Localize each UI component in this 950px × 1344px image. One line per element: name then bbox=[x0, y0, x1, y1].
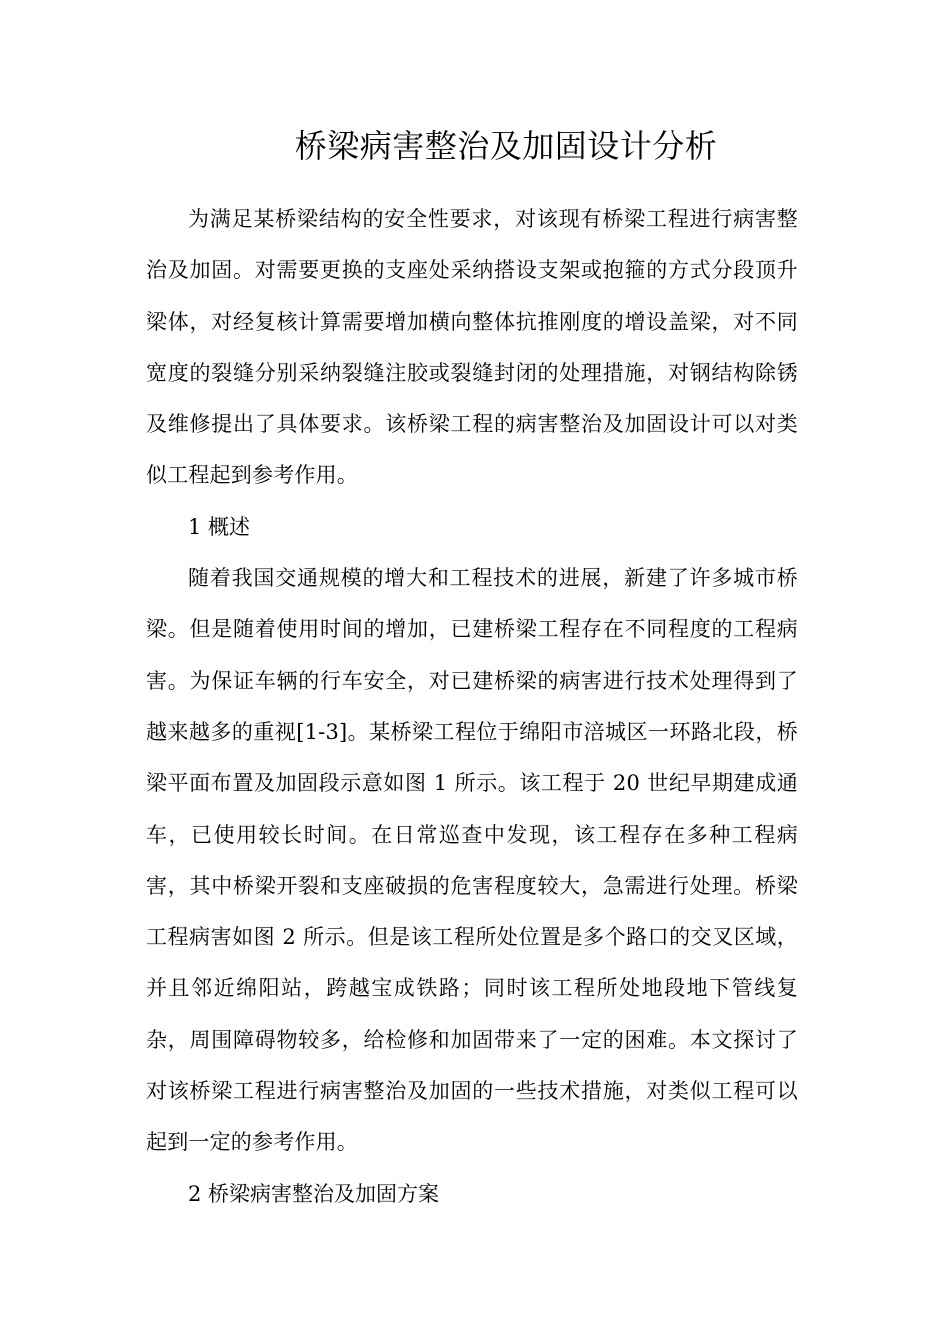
overview-paragraph: 随着我国交通规模的增大和工程技术的进展，新建了许多城市桥梁。但是随着使用时间的增加，已建桥梁工程存在不同程度的工程病害。为保证车辆的行车安全，对已建桥梁的病害进行技术处理得到了越来越多的重视[1-3]。某桥梁工程位于绵阳市涪城区一环路北段，桥梁平面布置及加固段示意如图 1 所示。该工程于 20 世纪早期建成通车，已使用较长时间。在日常巡查中发现，该工程存在多种工程病害，其中桥梁开裂和支座破损的危害程度较大，急需进行处理。桥梁工程病害如图 2 所示。但是该工程所处位置是多个路口的交叉区域，并且邻近绵阳站，跨越宝成铁路；同时该工程所处地段地下管线复杂，周围障碍物较多，给检修和加固带来了一定的困难。本文探讨了对该桥梁工程进行病害整治及加固的一些技术措施，对类似工程可以起到一定的参考作用。 bbox=[146, 566, 798, 1155]
document-title: 桥梁病害整治及加固设计分析 bbox=[294, 127, 718, 165]
document-body bbox=[146, 194, 798, 1220]
abstract-paragraph: 为满足某桥梁结构的安全性要求，对该现有桥梁工程进行病害整治及加固。对需要更换的支座处采纳搭设支架或抱箍的方式分段顶升梁体，对经复核计算需要增加横向整体抗推刚度的增设盖梁，对不同宽度的裂缝分别采纳裂缝注胶或裂缝封闭的处理措施，对钢结构除锈及维修提出了具体要求。该桥梁工程的病害整治及加固设计可以对类似工程起到参考作用。 bbox=[146, 207, 798, 488]
section-heading-overview: 1 概述 bbox=[188, 514, 251, 539]
section-heading-reinforcement-plan: 2 桥梁病害整治及加固方案 bbox=[188, 1181, 440, 1206]
